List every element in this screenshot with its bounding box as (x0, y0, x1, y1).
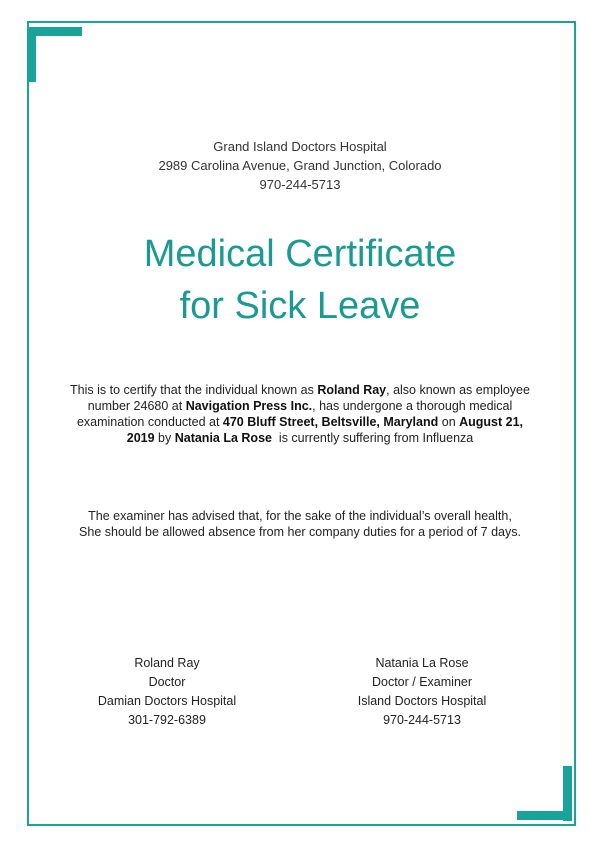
certificate-title (0, 228, 600, 332)
hospital-phone: 970-244-5713 (259, 177, 341, 192)
corner-accent-top-left-vertical (27, 27, 36, 82)
signatory-right (312, 654, 532, 730)
signatory-right-phone: 970-244-5713 (383, 713, 461, 727)
signatory-right-role: Doctor / Examiner (371, 675, 473, 689)
examiner-name: Natania La Rose (174, 431, 272, 445)
advice-line-2: She should be allowed absence from her company duties for a period of 7 days. (79, 525, 521, 539)
exam-date: August 21, 2019 (126, 415, 524, 445)
patient-name: Roland Ray (317, 383, 387, 397)
signatory-left-name: Roland Ray (134, 656, 200, 670)
advice-paragraph (50, 508, 550, 540)
signatory-right-org: Island Doctors Hospital (357, 694, 487, 708)
advice-line-1: The examiner has advised that, for the sake of the individual’s overall health, (88, 509, 512, 523)
signatory-left-org: Damian Doctors Hospital (97, 694, 237, 708)
cert-text-4: on (438, 415, 460, 429)
hospital-name: Grand Island Doctors Hospital (213, 139, 387, 154)
cert-text-6: is currently suffering from Influenza (271, 431, 474, 445)
hospital-header (0, 137, 600, 194)
cert-text-1: This is to certify that the individual known as (70, 383, 318, 397)
signatory-left (57, 654, 277, 730)
cert-text-2: , also known as employee number 24680 at (87, 383, 530, 413)
hospital-address: 2989 Carolina Avenue, Grand Junction, Colorado (158, 158, 442, 173)
signatory-right-name: Natania La Rose (375, 656, 469, 670)
exam-address: 470 Bluff Street, Beltsville, Maryland (222, 415, 439, 429)
title-line-2: for Sick Leave (179, 285, 421, 327)
signatory-left-role: Doctor (148, 675, 186, 689)
corner-accent-bottom-right-vertical (563, 766, 572, 821)
cert-text-3: , has undergone a thorough medical examination conducted at (76, 399, 513, 429)
company-name: Navigation Press Inc. (185, 399, 313, 413)
title-line-1: Medical Certificate (143, 233, 457, 275)
cert-text-5: by (154, 431, 175, 445)
certification-paragraph (70, 382, 530, 446)
signatory-left-phone: 301-792-6389 (128, 713, 206, 727)
